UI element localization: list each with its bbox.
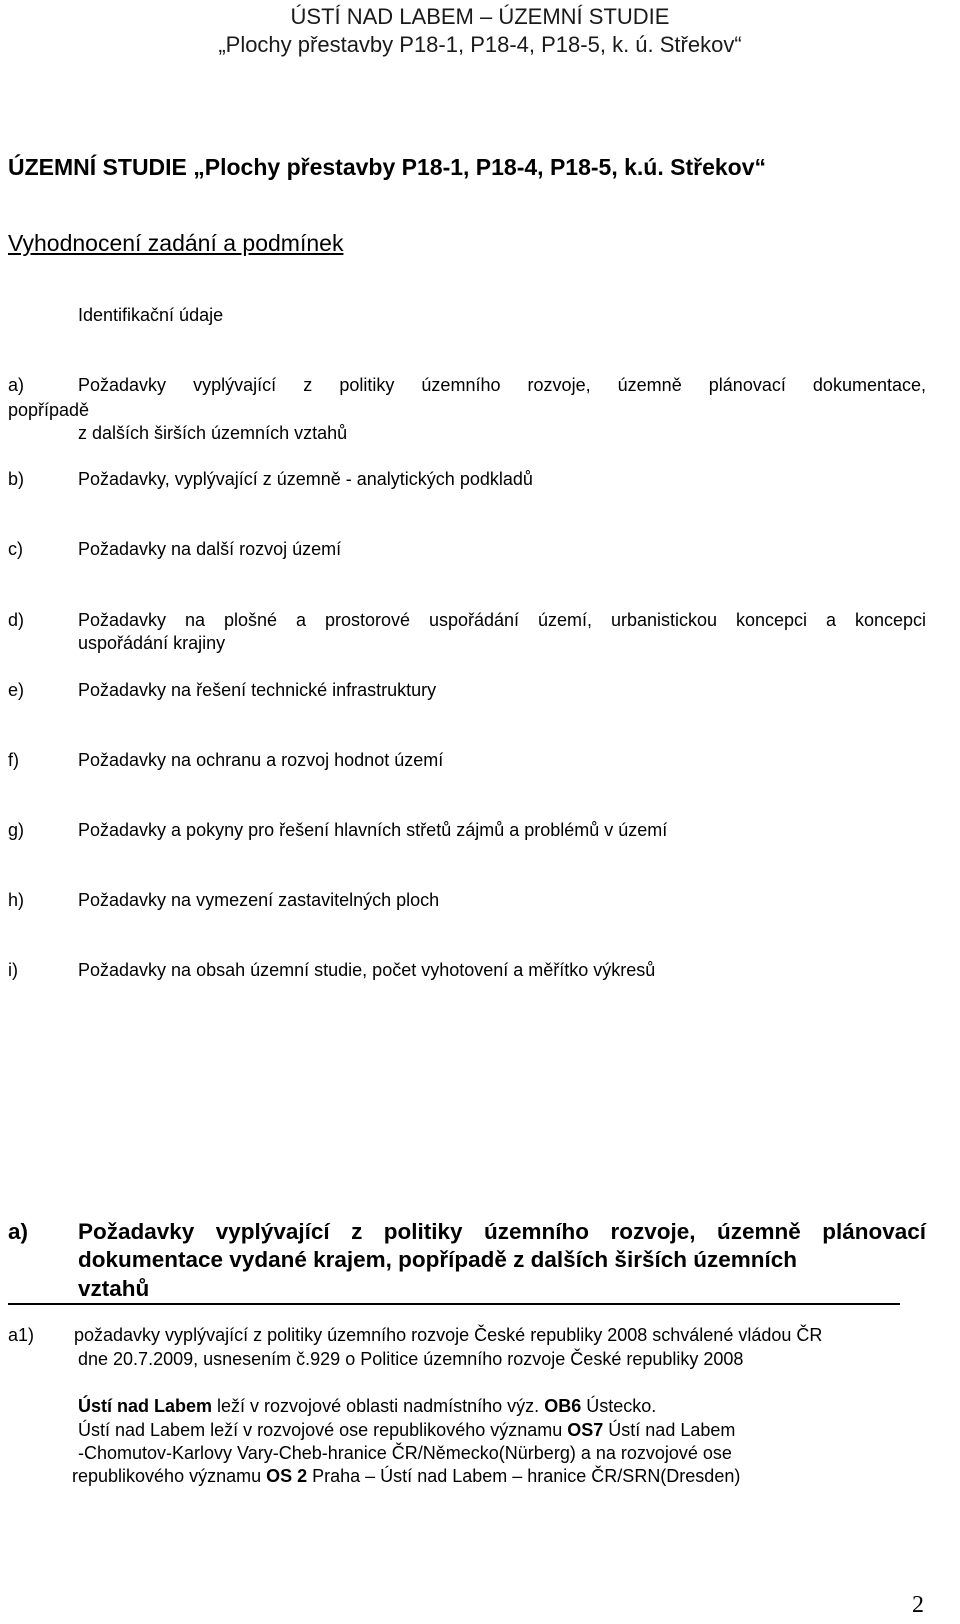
location-line2: [78, 1420, 735, 1441]
running-header-line2: „Plochy přestavby P18-1, P18-4, P18-5, k. ú. Střekov“: [218, 32, 742, 57]
location-line2-end: Ústí nad Labem: [603, 1420, 736, 1440]
a1-line2: dne 20.7.2009, usnesením č.929 o Politice územního rozvoje České republiky 2008: [78, 1349, 744, 1369]
toc-b-label: b): [8, 469, 25, 489]
toc-f-text: Požadavky na ochranu a rozvoj hodnot území: [78, 750, 444, 770]
toc-a-line2: popřípadě: [8, 400, 90, 420]
os7-code: OS7: [567, 1420, 604, 1440]
toc-d-line1: Požadavky na plošné a prostorové uspořádání území, urbanistickou koncepci a koncepci: [78, 610, 926, 630]
toc-h-text: Požadavky na vymezení zastavitelných ploch: [78, 890, 440, 910]
toc-g-text: Požadavky a pokyny pro řešení hlavních střetů zájmů a problémů v území: [78, 820, 668, 840]
location-line4-end: Praha – Ústí nad Labem – hranice ČR/SRN(Dresden): [307, 1466, 741, 1486]
document-subtitle: Vyhodnocení zadání a podmínek: [8, 230, 344, 256]
document-title: ÚZEMNÍ STUDIE „Plochy přestavby P18-1, P18-4, P18-5, k.ú. Střekov“: [8, 154, 766, 180]
toc-f-label: f): [8, 750, 19, 770]
toc-a-label: a): [8, 375, 25, 395]
location-line4-text: republikového významu: [72, 1466, 267, 1486]
running-header-line1: ÚSTÍ NAD LABEM – ÚZEMNÍ STUDIE: [290, 4, 670, 29]
toc-d-label: d): [8, 610, 25, 630]
toc-i-label: i): [8, 960, 18, 980]
toc-b-text: Požadavky, vyplývající z územně - analytických podkladů: [78, 469, 533, 489]
toc-a-line1: Požadavky vyplývající z politiky územního rozvoje, územně plánovací dokumentace,: [78, 375, 926, 395]
toc-e-label: e): [8, 680, 25, 700]
toc-c-label: c): [8, 539, 23, 559]
location-line1-text: leží v rozvojové oblasti nadmístního výz.: [212, 1396, 545, 1416]
identification-heading: Identifikační údaje: [78, 305, 224, 325]
location-line1: [78, 1396, 656, 1417]
location-line3: -Chomutov-Karlovy Vary-Cheb-hranice ČR/Německo(Nürberg) a na rozvojové ose: [78, 1443, 732, 1463]
section-a-line3: vztahů: [78, 1276, 150, 1301]
ob6-code: OB6: [544, 1396, 582, 1416]
a1-label: a1): [8, 1325, 35, 1345]
toc-e-text: Požadavky na řešení technické infrastruktury: [78, 680, 437, 700]
a1-line1: požadavky vyplývající z politiky územního rozvoje České republiky 2008 schválené vládou ČR: [74, 1325, 823, 1345]
os2-code: OS 2: [266, 1466, 308, 1486]
section-a-line1: Požadavky vyplývající z politiky územního rozvoje, územně plánovací: [78, 1219, 926, 1244]
location-line2-text: Ústí nad Labem leží v rozvojové ose republikového významu: [78, 1420, 568, 1440]
page-number: 2: [912, 1592, 924, 1618]
toc-i-text: Požadavky na obsah územní studie, počet vyhotovení a měřítko výkresů: [78, 960, 656, 980]
toc-d-line2: uspořádání krajiny: [78, 633, 226, 653]
toc-c-text: Požadavky na další rozvoj území: [78, 539, 342, 559]
location-line4: [72, 1466, 740, 1487]
toc-a-line3: z dalších širších územních vztahů: [78, 423, 348, 443]
toc-g-label: g): [8, 820, 25, 840]
toc-h-label: h): [8, 890, 25, 910]
location-line1-end: Ústecko.: [581, 1396, 657, 1416]
section-a-label: a): [8, 1219, 29, 1244]
section-a-divider: [8, 1303, 900, 1305]
section-a-line2: dokumentace vydané krajem, popřípadě z dalších širších územních: [78, 1247, 797, 1272]
city-name-bold: Ústí nad Labem: [78, 1396, 213, 1416]
